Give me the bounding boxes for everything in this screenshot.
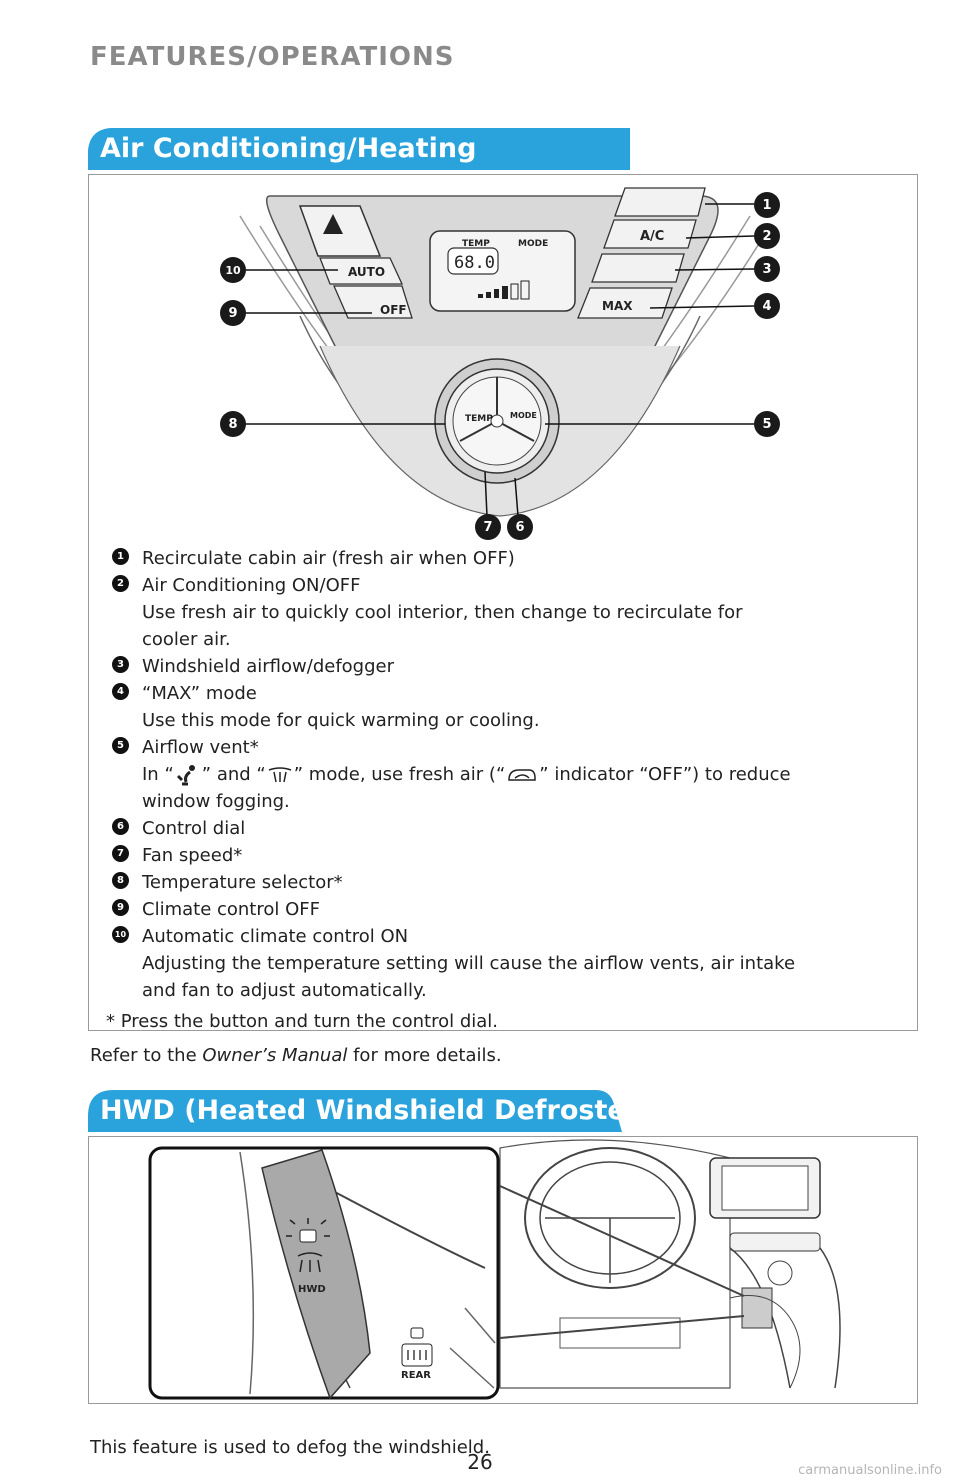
dial-temp-label: TEMP	[465, 414, 493, 424]
callout-9: 9	[220, 300, 246, 326]
rear-defog-label: REAR	[401, 1370, 431, 1381]
feet-airflow-icon	[174, 764, 202, 786]
callout-10: 10	[220, 257, 246, 283]
refer-text: Refer to the Owner’s Manual for more details.	[90, 1045, 502, 1066]
ac-banner-title-text: Air Conditioning/Heating	[100, 133, 477, 164]
callout-2: 2	[754, 223, 780, 249]
list-item: 10 Automatic climate control ON	[112, 923, 892, 950]
list-item: 3 Windshield airflow/defogger	[112, 653, 892, 680]
list-item: 4 “MAX” mode	[112, 680, 892, 707]
off-button-label: OFF	[380, 303, 407, 317]
display-temp-label: TEMP	[462, 239, 490, 249]
hwd-illustration	[90, 1138, 916, 1400]
callout-5: 5	[754, 411, 780, 437]
windshield-defog-icon	[266, 764, 294, 786]
callout-1: 1	[754, 192, 780, 218]
callout-6: 6	[507, 514, 533, 540]
climate-control-panel-illustration	[90, 176, 916, 541]
callout-7: 7	[475, 514, 501, 540]
hwd-description: This feature is used to defog the windshield.	[90, 1437, 490, 1458]
list-item: 2 Air Conditioning ON/OFF	[112, 572, 892, 599]
callout-3: 3	[754, 256, 780, 282]
list-item: 1 Recirculate cabin air (fresh air when OFF)	[112, 545, 892, 572]
max-button-label: MAX	[602, 299, 633, 313]
recirculate-icon	[505, 764, 539, 786]
display-mode-label: MODE	[518, 239, 549, 249]
hwd-section-title: HWD (Heated Windshield Defroster)	[100, 1095, 652, 1126]
callout-8: 8	[220, 411, 246, 437]
vent-mode-line: In “ ” and “ ” mode, use fresh air (“ ” indicator “OFF”) to reduce	[142, 764, 791, 785]
display-temperature: 68.0	[454, 253, 495, 273]
hwd-button-label: HWD	[298, 1284, 326, 1295]
list-item: 7 Fan speed*	[112, 842, 892, 869]
watermark: carmanualsonline.info	[798, 1463, 942, 1478]
list-item: 8 Temperature selector*	[112, 869, 892, 896]
list-item: 5 Airflow vent*	[112, 734, 892, 761]
dial-mode-label: MODE	[510, 411, 537, 420]
page-number: 26	[467, 1450, 493, 1474]
callout-4: 4	[754, 293, 780, 319]
ac-button-label: A/C	[640, 229, 665, 244]
footnote: * Press the button and turn the control dial.	[106, 1011, 498, 1032]
list-item: 6 Control dial	[112, 815, 892, 842]
section-header: FEATURES/OPERATIONS	[90, 42, 455, 72]
ac-feature-list: 1 Recirculate cabin air (fresh air when OFF) 2 Air Conditioning ON/OFF Use fresh air to quickly cool interior, then change to recirculate for cooler air. 3 Windshield airflow/defogger 4 “MAX” mode Use this mode for quick warming or cooling. 5 Airflow vent* In “ ” and “ ” mode, use fresh air (“ ” indicator “OFF”) to reduce window fogging. 6 Control dial 7 Fan speed* 8 Temperature selector* 9 Climate control OFF 10 Automatic climate control ON Adjusting the temperature setting will cause the airflow vents, air intake and fan to adjust automatically.	[112, 545, 892, 1004]
list-item: 9 Climate control OFF	[112, 896, 892, 923]
auto-button-label: AUTO	[348, 265, 386, 279]
manual-title: Owner’s Manual	[202, 1045, 348, 1066]
